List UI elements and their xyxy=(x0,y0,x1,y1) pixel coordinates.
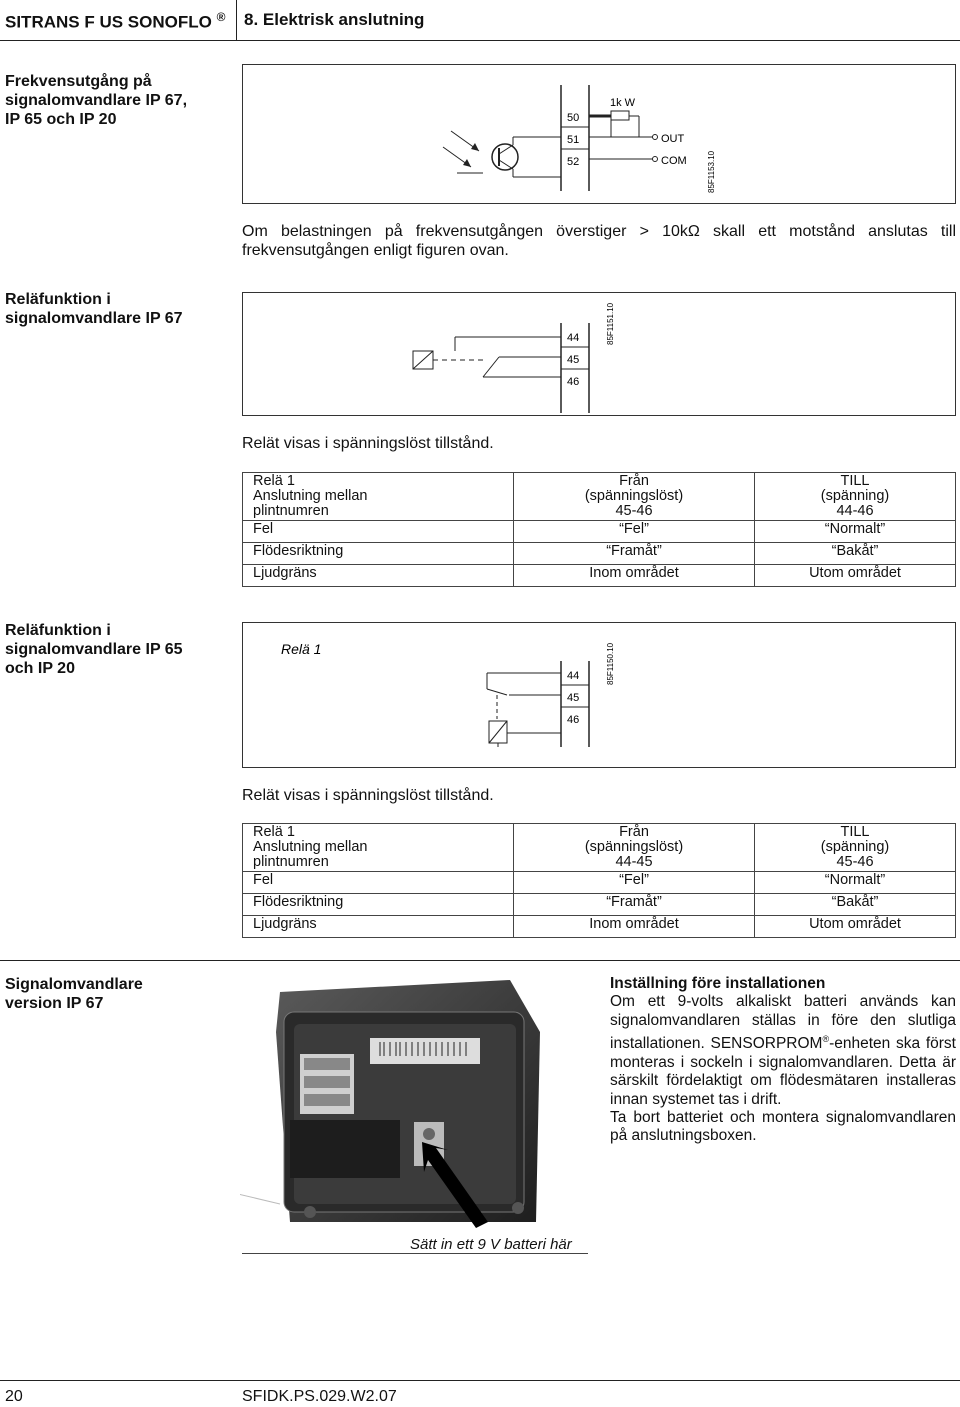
table-row: Fel “Fel” “Normalt” xyxy=(243,521,956,543)
relay-ip65-diagram xyxy=(242,622,956,768)
footer-rule xyxy=(0,1380,960,1381)
svg-text:44: 44 xyxy=(567,332,580,344)
svg-text:45: 45 xyxy=(567,692,580,704)
photo-bottom-rule xyxy=(242,1253,588,1254)
svg-text:85F1151.10: 85F1151.10 xyxy=(606,302,615,345)
section1-note: Om belastningen på frekvensutgången överstiger > 10kΩ skall ett motstånd anslutas till frekvensutgången enligt figuren ovan. xyxy=(242,223,956,259)
section3-note: Relät visas i spänningslöst tillstånd. xyxy=(242,787,494,804)
svg-text:85F1150.10: 85F1150.10 xyxy=(606,642,615,685)
section2-note: Relät visas i spänningslöst tillstånd. xyxy=(242,435,494,452)
svg-text:45: 45 xyxy=(567,354,580,366)
section4-paragraph-2: Ta bort batteriet och montera signalomvandlaren på anslutningsboxen. xyxy=(610,1109,956,1145)
page-number: 20 xyxy=(5,1388,23,1405)
section4-text xyxy=(610,975,956,1146)
section4-heading: Inställning före installationen xyxy=(610,975,826,992)
section-divider xyxy=(0,960,960,961)
svg-text:46: 46 xyxy=(567,376,580,388)
resistor-label: 1k W xyxy=(610,97,636,109)
header-rule xyxy=(0,40,960,41)
svg-text:Relä 1: Relä 1 xyxy=(281,641,322,657)
table-row: Fel “Fel” “Normalt” xyxy=(243,872,956,894)
terminal-52: 52 xyxy=(567,156,580,168)
chapter-title: 8. Elektrisk anslutning xyxy=(244,10,425,29)
table-row: Ljudgräns Inom området Utom området xyxy=(243,916,956,938)
com-label: COM xyxy=(661,155,687,167)
header-divider xyxy=(236,0,237,40)
svg-text:44: 44 xyxy=(567,670,580,682)
section4-paragraph-1: Om ett 9-volts alkaliskt batteri används kan signalomvandlaren ställas in före den slutliga installationen. SENSORPROM®-enheten ska först monteras i sockeln i signalomvandlaren. Detta är särskilt fördelaktigt om flödesmätaren installeras innan systemet tas i drift. xyxy=(610,993,956,1108)
frequency-output-diagram xyxy=(242,64,956,204)
diagram-code: 85F1153.10 xyxy=(707,150,716,193)
photo-caption: Sätt in ett 9 V batteri här xyxy=(410,1236,572,1253)
section4-title: Signalomvandlare version IP 67 xyxy=(5,976,143,1012)
transmitter-photo xyxy=(240,972,588,1254)
table-row: Ljudgräns Inom området Utom området xyxy=(243,565,956,587)
relay-table-ip65: Relä 1 Anslutning mellan plintnumren Från (spänningslöst) 44-45 TILL (spänning) 45-46 Fel “Fel” “Normalt” Flödesriktning “Framåt” “Bakåt” Ljudgräns Inom området Utom området xyxy=(242,823,956,938)
svg-text:46: 46 xyxy=(567,714,580,726)
table-row: Flödesriktning “Framåt” “Bakåt” xyxy=(243,543,956,565)
section3-title: Reläfunktion i signalomvandlare IP 65 och IP 20 xyxy=(5,622,183,677)
out-label: OUT xyxy=(661,133,685,145)
terminal-51: 51 xyxy=(567,134,580,146)
section1-title: Frekvensutgång på signalomvandlare IP 67, IP 65 och IP 20 xyxy=(5,73,188,128)
document-id: SFIDK.PS.029.W2.07 xyxy=(242,1388,397,1405)
section2-title: Reläfunktion i signalomvandlare IP 67 xyxy=(5,291,183,327)
table-row: Flödesriktning “Framåt” “Bakåt” xyxy=(243,894,956,916)
relay-ip67-diagram xyxy=(242,292,956,416)
product-title: SITRANS F US SONOFLO ® xyxy=(5,10,226,32)
relay-table-ip67: Relä 1 Anslutning mellan plintnumren Från (spänningslöst) 45-46 TILL (spänning) 44-46 Fel “Fel” “Normalt” Flödesriktning “Framåt” “Bakåt” Ljudgräns Inom området Utom området xyxy=(242,472,956,587)
terminal-50: 50 xyxy=(567,112,580,124)
